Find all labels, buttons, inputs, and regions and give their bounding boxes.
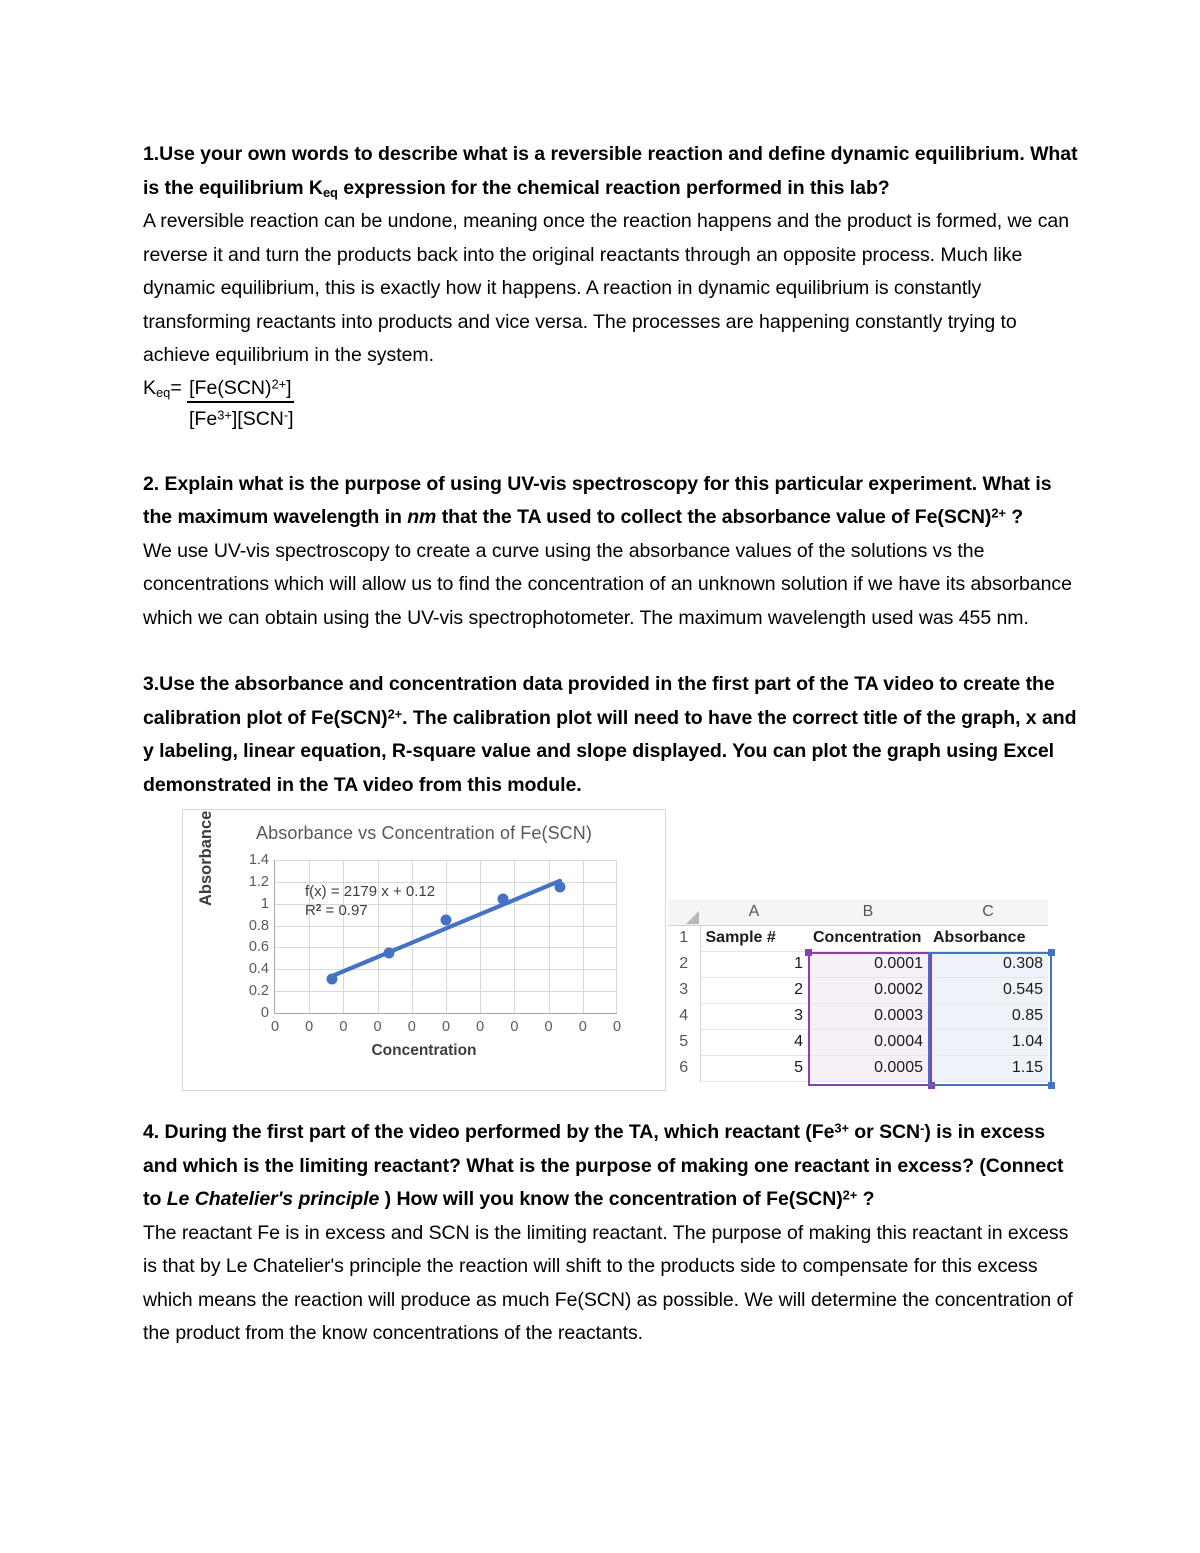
- spacer: [143, 1098, 1078, 1116]
- chart-title: Absorbance vs Concentration of Fe(SCN): [256, 823, 592, 843]
- keq-denominator-scn: ][SCN: [231, 407, 284, 430]
- x-tick-label: 0: [578, 1019, 587, 1035]
- r-squared-exponent: 2: [315, 902, 322, 914]
- calibration-chart[interactable]: [182, 809, 666, 1091]
- cell-c2[interactable]: 0.308: [928, 951, 1048, 977]
- keq-numerator-charge: 2+: [271, 376, 287, 392]
- chart-y-axis-label: Absorbance: [197, 810, 215, 906]
- keq-denominator-close: ]: [288, 407, 294, 430]
- column-header-row: [668, 899, 1048, 925]
- cell-b1[interactable]: Concentration: [808, 925, 928, 951]
- keq-label: K: [143, 376, 157, 399]
- x-tick-label: 0: [544, 1019, 553, 1035]
- question-1-prompt: [143, 138, 1078, 205]
- selection-handle[interactable]: [928, 1082, 935, 1089]
- row-header-6[interactable]: 6: [668, 1055, 700, 1081]
- cell-c6[interactable]: 1.15: [928, 1055, 1048, 1081]
- cell-a3[interactable]: 2: [700, 977, 808, 1003]
- x-tick-label: 0: [441, 1019, 451, 1035]
- keq-equals: =: [170, 376, 188, 399]
- question-4-text-c: ) is in excess and which is the limiting reactant? What is the purpose of making one reactant in excess? (Connect to: [143, 1121, 1064, 1210]
- spacer: [143, 435, 1078, 468]
- selection-handle[interactable]: [1048, 1082, 1055, 1089]
- question-4-text-b: or SCN: [848, 1121, 921, 1143]
- trendline-equation-text: f(x) = 2179 x + 0.12: [305, 883, 436, 900]
- x-tick-label: 0: [510, 1019, 519, 1035]
- table-row: [668, 951, 1048, 977]
- y-tick-label: 0.2: [248, 983, 269, 1000]
- row-header-1[interactable]: 1: [668, 925, 700, 951]
- le-chatelier-italic: Le Chatelier's principle: [166, 1188, 380, 1210]
- data-spreadsheet[interactable]: [668, 899, 1048, 1089]
- cell-b3[interactable]: 0.0002: [808, 977, 928, 1003]
- question-4-text-a: 4. During the first part of the video performed by the TA, which reactant (Fe: [143, 1121, 835, 1143]
- y-tick-label: 1.2: [248, 873, 269, 890]
- fescn-charge: 2+: [991, 505, 1006, 521]
- answer-4: The reactant Fe is in excess and SCN is the limiting reactant. The purpose of making this reactant in excess is that by Le Chatelier's principle the reaction will shift to the products side to compensate for this excess which means the reaction will produce as much Fe(SCN) as possible. We will determine the concentration of the product from the know concentrations of the reactants.: [143, 1221, 1073, 1344]
- cell-c5[interactable]: 1.04: [928, 1029, 1048, 1055]
- question-2-italic-nm: nm: [407, 506, 437, 528]
- cell-b2[interactable]: 0.0001: [808, 951, 928, 977]
- question-2-text-c: ?: [1005, 506, 1024, 528]
- fe-charge: 3+: [834, 1120, 849, 1136]
- keq-denominator-scn-charge: -: [283, 407, 289, 423]
- row-header-4[interactable]: 4: [668, 1003, 700, 1029]
- column-header-c[interactable]: C: [928, 899, 1048, 925]
- table-row: [668, 1055, 1048, 1081]
- data-point: [327, 974, 338, 985]
- row-header-2[interactable]: 2: [668, 951, 700, 977]
- answer-2: We use UV-vis spectroscopy to create a curve using the absorbance values of the solutions vs the concentrations which will allow us to find the concentration of an unknown solution if we have its absorbance which we can obtain using the UV-vis spectrophotometer. The maximum wavelength used was 455 nm.: [143, 539, 1072, 629]
- row-header-5[interactable]: 5: [668, 1029, 700, 1055]
- data-point: [498, 894, 509, 905]
- document-content: [143, 138, 1078, 1351]
- selection-handle[interactable]: [1048, 949, 1055, 956]
- keq-numerator: [187, 376, 293, 403]
- data-point: [555, 882, 566, 893]
- cell-a6[interactable]: 5: [700, 1055, 808, 1081]
- question-2-prompt: [143, 468, 1078, 535]
- cell-b4[interactable]: 0.0003: [808, 1003, 928, 1029]
- cell-c1[interactable]: Absorbance: [928, 925, 1048, 951]
- question-4-text-d: ) How will you know the concentration of Fe(SCN): [379, 1188, 843, 1210]
- x-tick-label: 0: [339, 1019, 348, 1035]
- x-tick-label: 0: [270, 1019, 280, 1035]
- question-2-text-a: 2. Explain what is the purpose of using UV-vis spectroscopy for this particular experiment. What is the maximum wavelength in: [143, 472, 1052, 528]
- cell-c4[interactable]: 0.85: [928, 1003, 1048, 1029]
- keq-denominator-fe: [Fe: [189, 407, 218, 430]
- answer-1: A reversible reaction can be undone, meaning once the reaction happens and the product is formed, we can reverse it and turn the products back into the original reactants through an opposite process. Much like dynamic equilibrium, this is exactly how it happens. A reaction in dynamic equilibrium is constantly transforming reactants into products and vice versa. The processes are happening constantly trying to achieve equilibrium in the system.: [143, 210, 1069, 366]
- chart-trendline-equation: [305, 882, 435, 920]
- table-row: [668, 925, 1048, 951]
- r-squared-label: R: [305, 902, 316, 919]
- table-row: [668, 977, 1048, 1003]
- cell-a2[interactable]: 1: [700, 951, 808, 977]
- x-tick-label: 0: [612, 1019, 622, 1035]
- fescn-charge: 2+: [842, 1187, 858, 1203]
- keq-label-subscript: eq: [156, 384, 171, 400]
- question-4-prompt: [143, 1116, 1078, 1217]
- figure-calibration: [143, 806, 1078, 1098]
- data-point: [384, 948, 395, 959]
- keq-denominator-fe-charge: 3+: [217, 407, 232, 423]
- spacer: [143, 635, 1078, 668]
- chart-x-axis-label: Concentration: [371, 1042, 477, 1059]
- fescn-charge: 2+: [387, 706, 403, 722]
- y-tick-label: 0.6: [248, 939, 269, 956]
- cell-b5[interactable]: 0.0004: [808, 1029, 928, 1055]
- question-3-prompt: [143, 668, 1078, 802]
- select-all-corner[interactable]: [668, 899, 700, 925]
- r-squared-value: = 0.97: [321, 902, 368, 919]
- x-tick-label: 0: [407, 1019, 416, 1035]
- question-1-prompt-text: 1.Use your own words to describe what is a reversible reaction and define dynamic equilibrium. What is the equilibrium K: [143, 143, 1078, 199]
- spreadsheet-table: [668, 899, 1048, 1082]
- y-tick-label: 0.8: [248, 917, 269, 934]
- y-tick-label: 0: [260, 1005, 269, 1021]
- y-tick-label: 0.4: [248, 961, 269, 978]
- keq-subscript: eq: [322, 184, 338, 200]
- cell-a5[interactable]: 4: [700, 1029, 808, 1055]
- question-3-text-a: 3.Use the absorbance and concentration data provided in the first part of the TA video to create the calibration plot of Fe(SCN): [143, 673, 1055, 729]
- question-1-prompt-text-cont: expression for the chemical reaction performed in this lab?: [337, 176, 890, 199]
- keq-numerator-text: [Fe(SCN): [189, 376, 272, 399]
- x-tick-label: 0: [373, 1019, 382, 1035]
- y-tick-label: 1.4: [248, 852, 269, 868]
- scn-charge: -: [920, 1120, 925, 1136]
- keq-denominator-line: [143, 404, 1078, 435]
- y-tick-label: 1: [260, 895, 269, 912]
- r-squared-text: [305, 901, 435, 920]
- column-header-b[interactable]: B: [808, 899, 928, 925]
- question-4-text-e: ?: [857, 1188, 875, 1210]
- table-row: [668, 1029, 1048, 1055]
- chart-plot-area: [248, 852, 622, 1035]
- keq-denominator: [189, 404, 294, 435]
- cell-b6[interactable]: 0.0005: [808, 1055, 928, 1081]
- keq-expression: [143, 373, 1078, 404]
- cell-c3[interactable]: 0.545: [928, 977, 1048, 1003]
- question-3-text-b: . The calibration plot will need to have the correct title of the graph, x and y labeling, linear equation, R-square value and slope displayed. You can plot the graph using Excel demonstrated in the TA video from this module.: [143, 706, 1077, 796]
- question-2-text-b: that the TA used to collect the absorbance value of Fe(SCN): [436, 506, 992, 528]
- data-point: [441, 915, 452, 926]
- x-tick-label: 0: [305, 1019, 314, 1035]
- select-all-triangle-icon: [686, 911, 699, 924]
- keq-numerator-close: ]: [286, 376, 292, 399]
- column-header-a[interactable]: A: [700, 899, 808, 925]
- cell-a4[interactable]: 3: [700, 1003, 808, 1029]
- cell-a1[interactable]: Sample #: [700, 925, 808, 951]
- x-tick-label: 0: [476, 1019, 485, 1035]
- row-header-3[interactable]: 3: [668, 977, 700, 1003]
- table-row: [668, 1003, 1048, 1029]
